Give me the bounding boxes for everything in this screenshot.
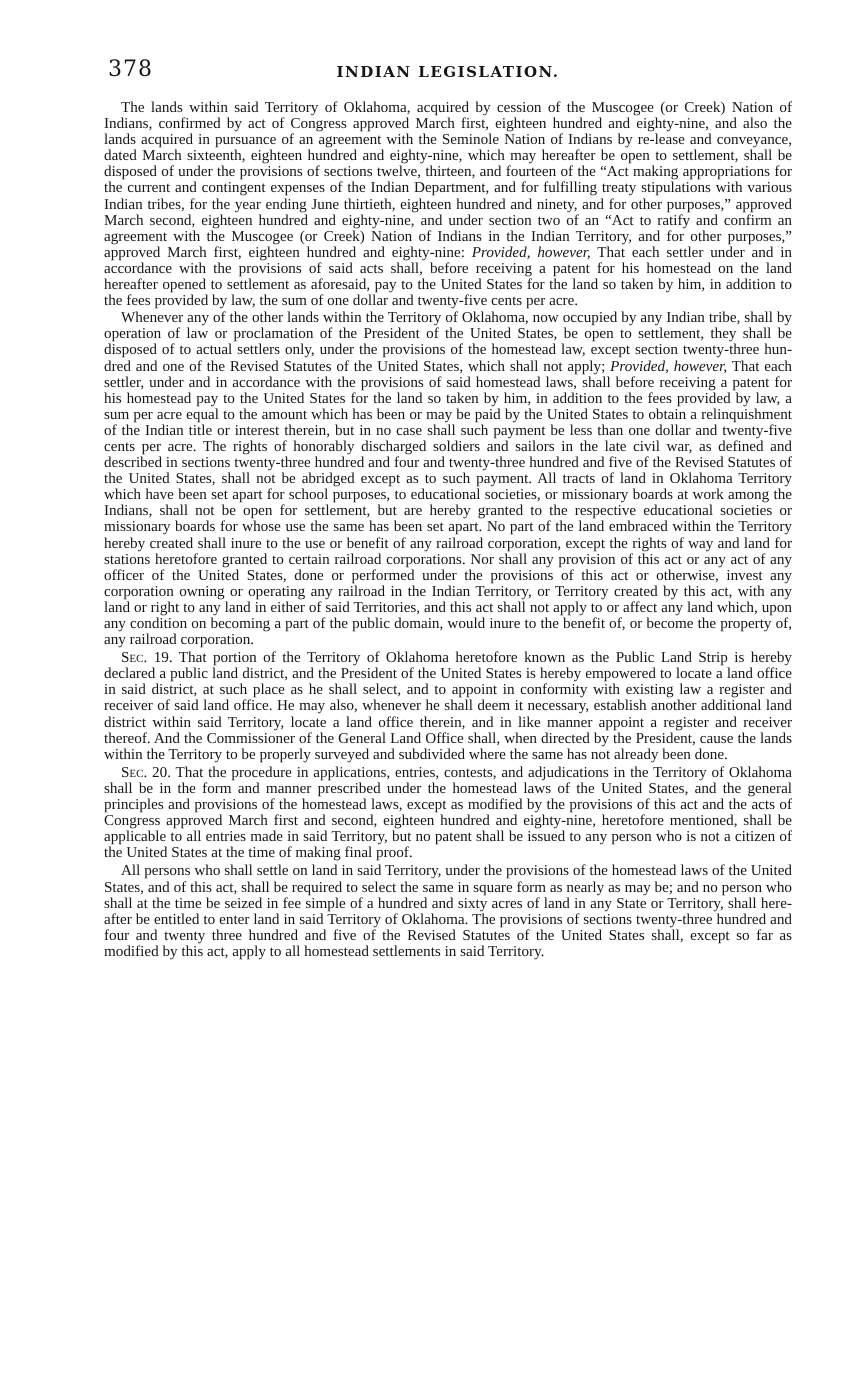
paragraph-text-continued: That each settler under and in accordance with the provisions of said acts shall, before receiving a patent for his homestead on the land hereafter opened to settlement as aforesaid, pay to the United States for the land so taken by him, in addition to the fees provided by law, the sum of one dollar and twenty-five cents per acre. [104, 243, 793, 310]
page-number: 378 [108, 57, 153, 82]
paragraph-section-19 [104, 650, 792, 763]
paragraph-other-lands [104, 310, 792, 648]
paragraph-text: Whenever any of the other lands within the Territory of Oklahoma, now occupied by any Indian tribe, shall by operation of law or proclamation of the President of the United States, be open to settlement, they shall be disposed of to actual settlers only, under the provisions of the homestead law, except section twenty-three hundred and one of the Revised Statutes of the United States, which shall not apply; [104, 309, 792, 375]
document-page [104, 54, 792, 960]
body-text [104, 100, 792, 960]
paragraph-text: The lands within said Territory of Oklahoma, acquired by cession of the Muscogee (or Creek) Nation of Indians, confirmed by act of Congress approved March first, eighteen hundred and eighty-nine, and also the lands acquired in pursuance of an agreement with the Seminole Nation of Indians by re-lease and conveyance, dated March sixteenth, eighteen hundred and eighty-nine, which may hereafter be open to settlement, shall be disposed of under the provisions of sections twelve, thirteen, and fourteen of the “Act making appropriations for the current and contingent expenses of the Indian Department, and for fulfilling treaty stipulations with various Indian tribes, for the year ending June thirtieth, eighteen hundred and ninety, and for other purposes,” approved March second, eighteen hundred and eighty-nine, and under section two of an “Act to ratify and confirm an agreement with the Muscogee (or Creek) Nation of Indians in the Indian Territory, and for other purposes,” approved March first, eighteen hundred and eighty-nine: [104, 99, 792, 261]
page-header [104, 54, 792, 88]
section-label: Sec. 19. [121, 649, 173, 667]
paragraph-text-continued: That each settler, under and in accordance with the provisions of said homestead laws, shall before receiving a patent for his homestead pay to the United States for the land so taken by him, in addition to the fees provided by law, a sum per acre equal to the amount which has been or may be paid by the United States to obtain a relinquishment of the Indian title or interest therein, but in no case shall such payment be less than one dollar and twenty-five cents per acre. The rights of honorably discharged soldiers and sailors in the late civil war, as defined and described in sections twenty-three hundred and four and twenty-three hundred and five of the Revised Statutes of the United States, shall not be abridged except as to such payment. All tracts of land in Oklahoma Territory which have been set apart for school purposes, to educational societies, or missionary boards at work among the Indians, shall not be open for settlement, but are hereby granted to the respective educational societies or missionary boards for whose use the same has been set apart. No part of the land embraced within the Territory hereby created shall inure to the use or benefit of any railroad corporation, except the rights of way and land for stations heretofore granted to certain railroad corporations. Nor shall any provision of this act or any act of any officer of the United States, done or performed under the provisions of this act or otherwise, invest any corporation owning or operating any railroad in the Indian Territory, or Territory created by this act, with any land or right to any land in either of said Territories, and this act shall not apply to or affect any land which, upon any condition on becoming a part of the public domain, would inure to the benefit of, or become the property of, any railroad corporation. [104, 357, 793, 649]
paragraph-text: That the procedure in applications, entries, contests, and adjudications in the Territory of Oklahoma shall be in the form and manner prescribed under the homestead laws of the United States, and the general principles and provisions of the homestead laws, except as modified by the provisions of this act and the acts of Congress approved March first and second, eighteen hundred and eighty-nine, heretofore mentioned, shall be applicable to all entries made in said Territory, but no patent shall be issued to any person who is not a citizen of the United States at the time of making final proof. [104, 763, 792, 862]
section-label: Sec. 20. [121, 763, 171, 781]
paragraph-text: That portion of the Territory of Oklahoma heretofore known as the Public Land Strip is hereby declared a public land district, and the President of the United States is hereby empowered to locate a land office in said district, at such place as he shall select, and to appoint in conformity with existing law a register and receiver of said land office. He may also, whenever he shall deem it necessary, establish another additional land district within said Territory, locate a land office therein, and in like manner appoint a register and receiver thereof. And the Commissioner of the General Land Office shall, when directed by the President, cause the lands within the Territory to be properly surveyed and subdivided where the same has not already been done. [104, 649, 792, 763]
paragraph-lands-muscogee-seminole [104, 100, 792, 309]
proviso-italic: Provided, however, [610, 357, 728, 375]
running-head: INDIAN LEGISLATION. [336, 63, 560, 81]
paragraph-text: All persons who shall settle on land in said Territory, under the provisions of the homestead laws of the United States, and of this act, shall be required to select the same in square form as nearly as may be; and no person who shall at the time be seized in fee simple of a hundred and sixty acres of land in any State or Territory, shall hereafter be entitled to enter land in said Territory of Oklahoma. The provisions of sections twenty-three hundred and four and twenty three hundred and five of the Revised Statutes of the United States shall, except so far as modified by this act, apply to all homestead settlements in said Territory. [104, 862, 792, 960]
paragraph-section-20 [104, 765, 792, 862]
paragraph-settlement-requirements [104, 863, 792, 960]
proviso-italic: Provided, however, [471, 243, 591, 261]
